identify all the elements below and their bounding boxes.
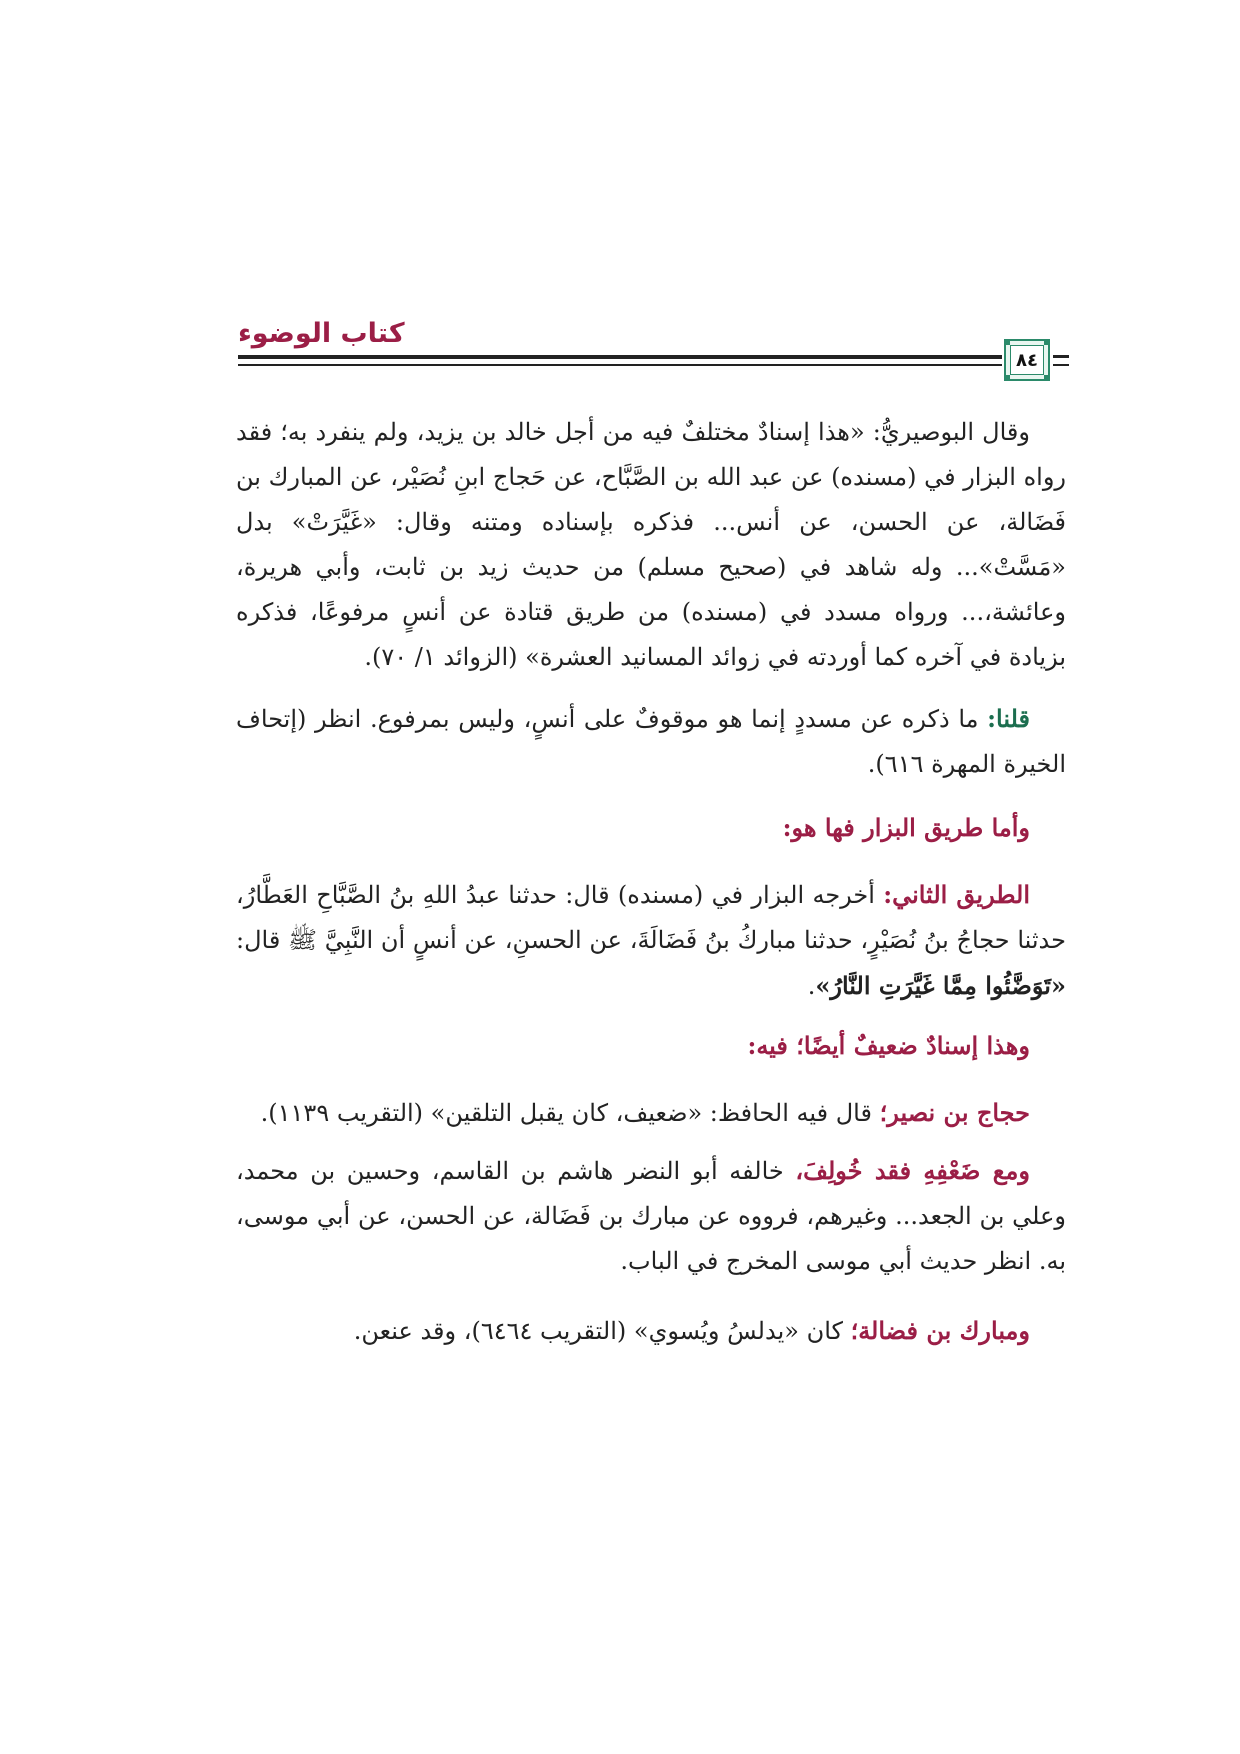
paragraph-text: أخرجه البزار في (مسنده) قال: حدثنا عبدُ اللهِ بنُ الصَّبَّاحِ العَطَّارُ، حدثنا حجاجُ بنُ نُصَيْرٍ، حدثنا مباركُ بنُ فَضَالَةَ، عن الحسنِ، عن أنسٍ أن النَّبِيَّ ﷺ قال: <box>236 881 1066 954</box>
paragraph-end: . <box>807 972 816 1000</box>
paragraph-label: قلنا: <box>987 704 1031 733</box>
paragraph-label: حجاج بن نصير؛ <box>879 1098 1030 1127</box>
paragraph-text: كان «يدلسُ ويُسوي» (التقريب ٦٤٦٤)، وقد عنعن. <box>353 1317 851 1345</box>
header-rule-end-thin <box>1053 364 1069 366</box>
paragraph-mubarak <box>236 1308 1066 1354</box>
paragraph-second-route <box>236 872 1066 1009</box>
paragraph-label: الطريق الثاني: <box>883 880 1030 909</box>
paragraph-text: خالفه أبو النضر هاشم بن القاسم، وحسين بن محمد، وعلي بن الجعد... وغيرهم، فرووه عن مبارك بن فَضَالة، عن الحسن، عن أبي موسى، به. انظر حديث أبي موسى المخرج في الباب. <box>236 1157 1066 1275</box>
paragraph-label: ومبارك بن فضالة؛ <box>850 1316 1030 1345</box>
ornament-corner <box>1004 375 1010 381</box>
header-rule-thick <box>238 355 1002 359</box>
ornament-corner <box>1044 339 1050 345</box>
paragraph-qulna <box>236 696 1066 787</box>
paragraph-contradiction <box>236 1148 1066 1284</box>
section-heading-weak-chain: وهذا إسنادٌ ضعيفٌ أيضًا؛ فيه: <box>747 1031 1030 1060</box>
ornament-corner <box>1044 375 1050 381</box>
page-body <box>236 410 1066 1362</box>
paragraph-label: ومع ضَعْفِهِ فقد خُولِفَ، <box>795 1156 1030 1185</box>
paragraph-text: قال فيه الحافظ: «ضعيف، كان يقبل التلقين» (التقريب ١١٣٩). <box>260 1099 880 1127</box>
page-number: ٨٤ <box>1010 345 1044 375</box>
hadith-quote: «تَوَضَّئُوا مِمَّا غَيَّرَتِ النَّارُ» <box>815 971 1066 1000</box>
paragraph-text: ما ذكره عن مسددٍ إنما هو موقوفٌ على أنسٍ، وليس بمرفوع. انظر (إتحاف الخيرة المهرة ٦١٦). <box>236 705 1066 778</box>
paragraph-hajjaj <box>236 1090 1066 1136</box>
page-number-badge <box>1004 339 1050 381</box>
header-rule-thin <box>238 364 1002 366</box>
book-title: كتاب الوضوء <box>238 318 405 349</box>
header-rule-end-thick <box>1053 355 1069 358</box>
section-heading-bazzar: وأما طريق البزار فها هو: <box>782 813 1030 842</box>
paragraph-busiri-quote: وقال البوصيريُّ: «هذا إسنادٌ مختلفٌ فيه من أجل خالد بن يزيد، ولم ينفرد به؛ فقد رواه البزار في (مسنده) عن عبد الله بن الصَّبَّاح، عن حَجاج ابنِ نُصَيْر، عن المبارك بن فَضَالة، عن الحسن، عن أنس... فذكره بإسناده ومتنه وقال: «غَيَّرَتْ» بدل «مَسَّتْ»... وله شاهد في (صحيح مسلم) من حديث زيد بن ثابت، وأبي هريرة، وعائشة،... ورواه مسدد في (مسنده) من طريق قتادة عن أنسٍ مرفوعًا، فذكره بزيادة في آخره كما أوردته في زوائد المسانيد العشرة» (الزوائد ١/ ٧٠). <box>236 418 1066 671</box>
